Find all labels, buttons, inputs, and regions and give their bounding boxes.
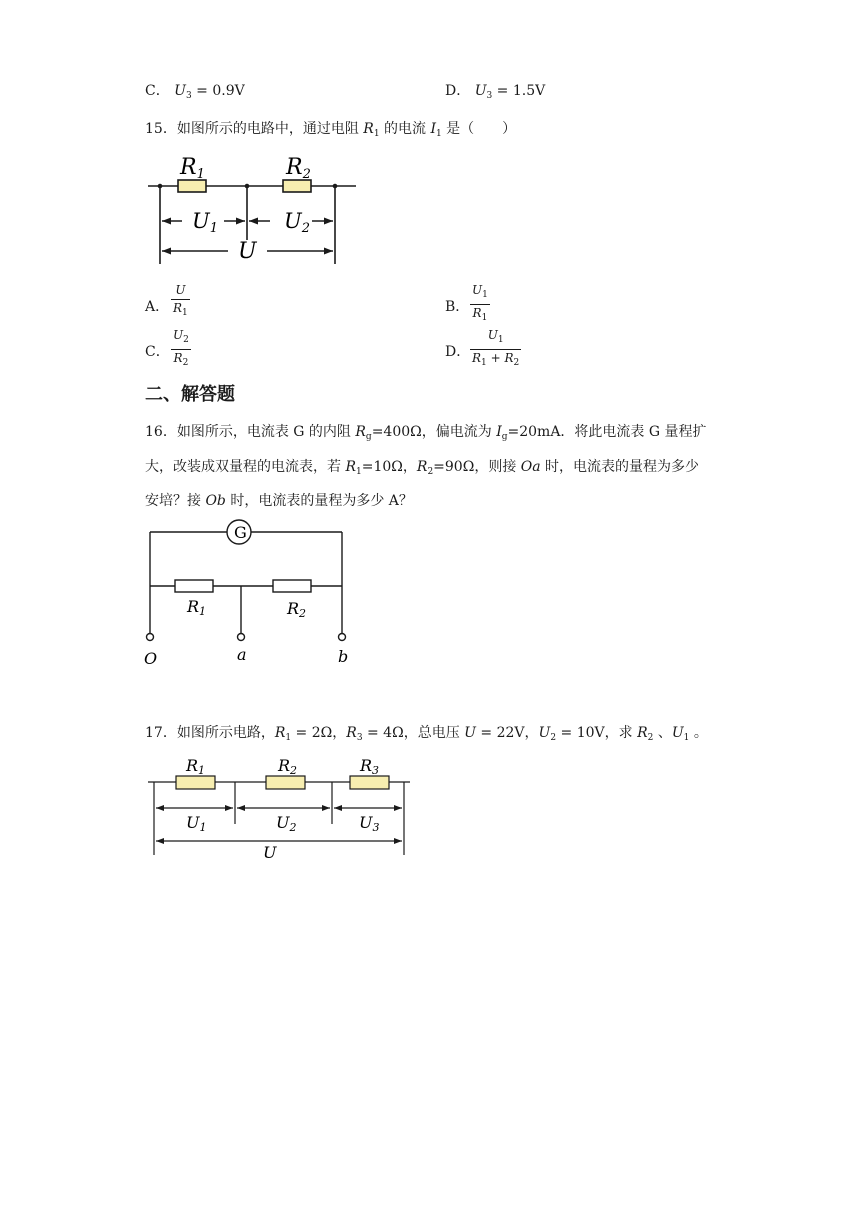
q16-label-r2: R xyxy=(287,599,300,618)
svg-text:U3: U3 xyxy=(359,813,380,834)
svg-text:R1: R1 xyxy=(186,756,206,777)
q16-stem-line1: 16．如图所示，电流表 G 的内阻 $R_g=400\Omega$，偏电流为 $I_g=20mA$．将此电流表 G 量程扩 xyxy=(145,424,707,442)
q17-stem: 17．如图所示电路，$R_1 = 2\Omega$，$R_3 = 4\Omega$，总电压 U = 22V，$U_2 = 10V$，求 $R_2$ 、$U_1$ 。 xyxy=(145,725,708,743)
q17-circuit-diagram xyxy=(140,752,420,862)
q16-resistor-r1 xyxy=(175,580,213,592)
q16-label-r1: R xyxy=(187,597,200,616)
svg-text:U1: U1 xyxy=(192,209,218,236)
q16-label-o: O xyxy=(144,649,158,668)
q17-label-u3: U xyxy=(359,813,373,832)
svg-text:U1: U1 xyxy=(186,813,207,834)
q15-option-a-letter: A． xyxy=(145,299,170,315)
q17-label-u1: U xyxy=(186,813,200,832)
svg-text:R2: R2 xyxy=(287,599,307,620)
q17-label-u: U xyxy=(263,843,277,862)
q15-option-c-fraction: $U_2$ $R_2$ xyxy=(173,328,189,368)
q17-resistor-r2 xyxy=(266,776,305,789)
q15-label-u: U xyxy=(238,239,257,264)
q16-label-b: b xyxy=(338,647,349,666)
q17-label-u2: U xyxy=(276,813,290,832)
q15-option-b-fraction: $U_1$ $R_1$ xyxy=(472,283,488,323)
svg-text:R1: R1 xyxy=(187,597,207,618)
q17-resistor-r3 xyxy=(350,776,389,789)
q16-stem-line2: 大，改装成双量程的电流表，若 $R_1=10\Omega$，$R_2=90\Omega$，则接 Oa 时，电流表的量程为多少 xyxy=(145,459,700,477)
q15-label-u1: U xyxy=(192,209,210,233)
q17-resistor-r1 xyxy=(176,776,215,789)
q14-option-c: C． $U_3 = 0.9V$ xyxy=(145,83,245,101)
q16-stem-line3: 安培？接 Ob 时，电流表的量程为多少 A？ xyxy=(145,493,413,509)
q15-label-r2: R xyxy=(286,155,303,180)
q16-circuit-diagram xyxy=(140,516,360,672)
svg-text:U2: U2 xyxy=(276,813,297,834)
q17-label-r2: R xyxy=(278,756,291,775)
q16-label-g: G xyxy=(234,523,247,542)
q15-option-c-letter: C． xyxy=(145,344,170,360)
q14-option-d: D． $U_3 = 1.5V$ xyxy=(445,83,546,101)
svg-text:R2: R2 xyxy=(278,756,298,777)
q15-option-d-letter: D． xyxy=(445,344,471,360)
svg-text:R2: R2 xyxy=(286,155,311,182)
q15-option-d-fraction: $U_1$ $R_1 + R_2$ xyxy=(472,328,520,368)
q17-label-r1: R xyxy=(186,756,199,775)
q17-label-r3: R xyxy=(360,756,373,775)
svg-text:U2: U2 xyxy=(284,209,310,236)
q15-label-u2: U xyxy=(284,209,302,233)
section-heading: 二、解答题 xyxy=(145,384,235,405)
svg-text:R1: R1 xyxy=(180,155,205,182)
svg-text:R3: R3 xyxy=(360,756,380,777)
q15-option-a-fraction: U $R_1$ xyxy=(173,283,188,318)
q15-circuit-diagram xyxy=(140,148,370,270)
q16-label-a: a xyxy=(237,645,247,664)
q15-stem: 15．如图所示的电路中，通过电阻 $R_1$ 的电流 $I_1$ 是（ ） xyxy=(145,121,517,139)
q16-resistor-r2 xyxy=(273,580,311,592)
q15-option-b-letter: B． xyxy=(445,299,470,315)
q15-label-r1: R xyxy=(180,155,197,180)
